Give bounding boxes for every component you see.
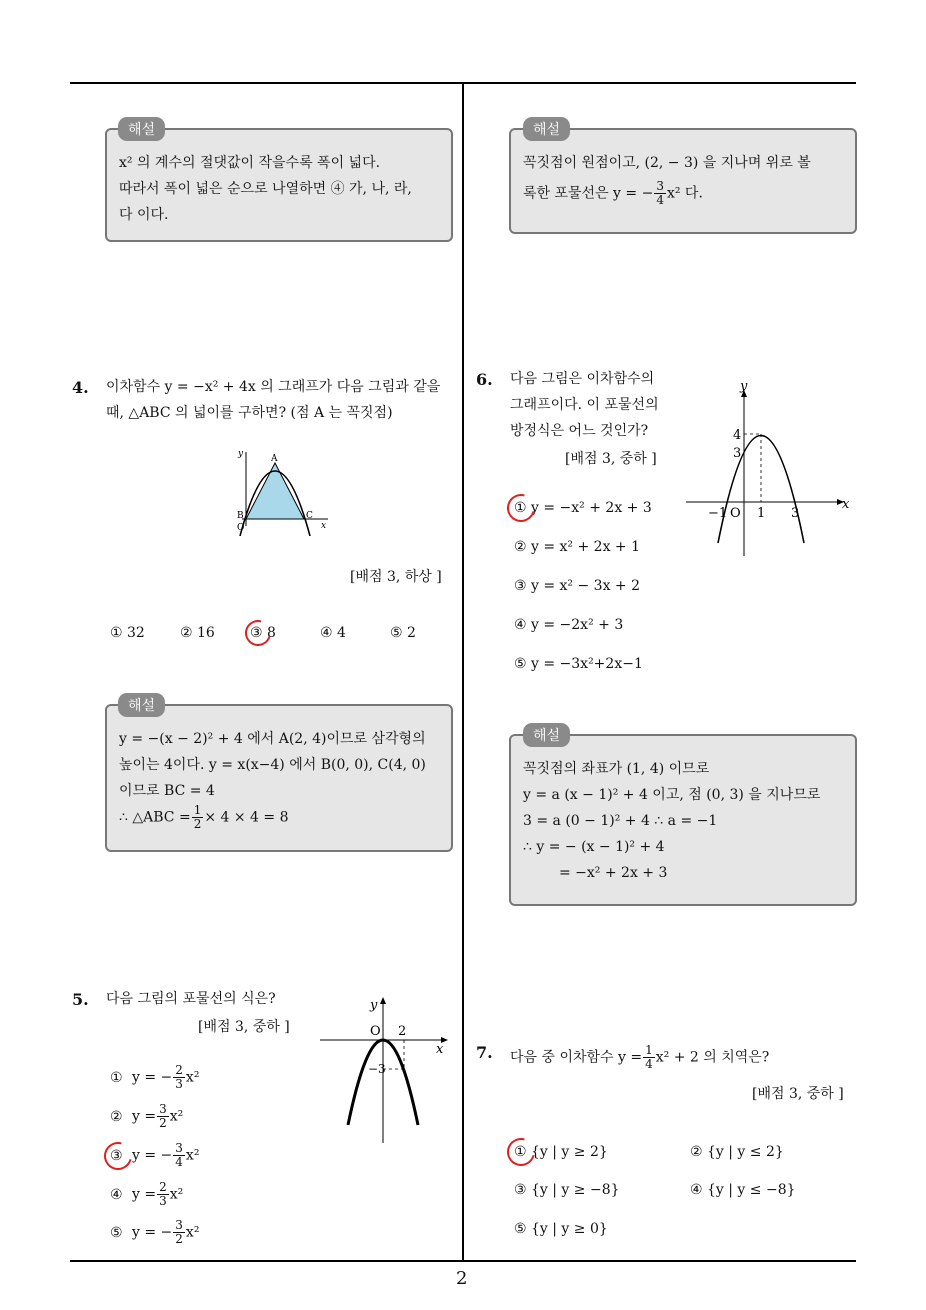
solution-line: 높이는 4이다. y = x(x−4) 에서 B(0, 0), C(4, 0) [119, 757, 426, 773]
fraction-denominator: 3 [159, 1194, 167, 1208]
fraction [157, 1181, 169, 1208]
solution-box-q5 [509, 128, 857, 234]
question-text: 다음 그림의 포물선의 식은? [106, 991, 276, 1007]
fraction [173, 1142, 185, 1169]
solution-text [119, 150, 441, 228]
solution-tag: 해설 [118, 693, 165, 717]
solution-text [523, 150, 845, 207]
tick-label-3: 3 [733, 446, 742, 461]
question-number: 7. [476, 1043, 493, 1062]
solution-line: 꼭짓점의 좌표가 (1, 4) 이므로 [523, 761, 710, 777]
question-number: 5. [72, 990, 89, 1009]
solution-line: = −x² + 2x + 3 [559, 865, 668, 881]
question-line: 방정식은 어느 것인가? [510, 423, 649, 439]
option-text: x² [169, 1186, 184, 1203]
option-5[interactable]: ⑤ 2 [390, 625, 416, 641]
origin-label: O [370, 1024, 381, 1039]
point-label-a: A [271, 454, 278, 464]
answer-mark [502, 1133, 540, 1171]
fraction-numerator: 1 [193, 803, 202, 817]
question-points: [배점 3, 하상 ] [350, 569, 442, 585]
text-segment: x² + 2 의 치역은? [655, 1049, 770, 1066]
question-line: 때, △ABC 의 넓이를 구하면? (점 A 는 꼭짓점) [106, 405, 393, 421]
option-1[interactable]: ① y = −x² + 2x + 3 [514, 500, 652, 516]
point-label-b: B [237, 511, 244, 521]
tick-label-2: 2 [398, 1024, 407, 1039]
option-number: ⑤ [110, 1224, 123, 1241]
fraction-denominator: 4 [645, 1057, 653, 1071]
tick-label-4: 4 [733, 428, 742, 443]
fraction [173, 1219, 185, 1246]
question-number: 6. [476, 370, 493, 389]
answer-mark [502, 489, 540, 527]
option-4[interactable]: ④ {y | y ≤ −8} [690, 1182, 796, 1198]
option-3[interactable]: ③ {y | y ≥ −8} [514, 1182, 620, 1198]
solution-tag: 해설 [118, 117, 165, 141]
solution-text [523, 756, 845, 886]
solution-tag: 해설 [523, 723, 570, 747]
option-text: x² [169, 1108, 184, 1125]
solution-line: 다 이다. [119, 207, 169, 223]
option-3[interactable]: ③ 8 [250, 625, 276, 641]
question-line: 그래프이다. 이 포물선의 [510, 397, 659, 413]
option-number: ③ [110, 1147, 123, 1164]
tick-label-neg1: −1 [708, 506, 728, 521]
question-line: 이차함수 y = −x² + 4x 의 그래프가 다음 그림과 같을 [106, 379, 441, 395]
fraction-numerator: 3 [656, 179, 664, 193]
column-divider [462, 82, 464, 1262]
axis-label-x: x [436, 1042, 444, 1057]
option-text: y = − [132, 1224, 173, 1241]
solution-box-q4 [105, 704, 453, 852]
question-points: [배점 3, 중하 ] [198, 1019, 290, 1035]
question-points: [배점 3, 중하 ] [565, 451, 657, 467]
text-segment: × 4 × 4 = 8 [204, 809, 289, 826]
question-line: 다음 그림은 이차함수의 [510, 371, 655, 387]
question-text [106, 374, 440, 426]
fraction [192, 804, 204, 831]
page-number: 2 [456, 1268, 468, 1289]
fraction-numerator: 2 [175, 1063, 183, 1077]
option-1[interactable] [110, 1064, 199, 1091]
y-axis-arrow [380, 997, 386, 1004]
option-2[interactable]: ② y = x² + 2x + 1 [514, 539, 641, 555]
fraction-denominator: 2 [193, 817, 202, 831]
option-number: ④ [110, 1186, 123, 1203]
option-5[interactable] [110, 1219, 199, 1246]
tick-label-neg3: −3 [368, 1062, 386, 1076]
fraction-numerator: 3 [175, 1218, 183, 1232]
option-2[interactable] [110, 1103, 183, 1130]
solution-line: 꼭짓점이 원점이고, (2, − 3) 을 지나며 위로 볼 [523, 155, 811, 171]
fraction-numerator: 3 [159, 1102, 167, 1116]
fraction-denominator: 4 [175, 1155, 183, 1169]
solution-box-q6 [509, 734, 857, 906]
option-5[interactable]: ⑤ {y | y ≥ 0} [514, 1221, 608, 1237]
option-text: y = − [132, 1069, 173, 1086]
solution-line: 3 = a (0 − 1)² + 4 ∴ a = −1 [523, 813, 718, 829]
option-text: x² [185, 1224, 200, 1241]
solution-line: 따라서 폭이 넓은 순으로 나열하면 ④ 가, 나, 라, [119, 181, 412, 197]
bottom-rule [70, 1260, 856, 1262]
question-points: [배점 3, 중하 ] [752, 1086, 844, 1102]
fraction-denominator: 2 [175, 1232, 183, 1246]
axis-label-y: y [740, 379, 748, 394]
text-segment: x² 다. [666, 185, 703, 202]
tick-label-3x: 3 [791, 506, 800, 521]
fraction-denominator: 3 [175, 1077, 183, 1091]
option-1[interactable]: ① 32 [110, 625, 145, 641]
fraction [157, 1103, 169, 1130]
question-text [510, 366, 659, 444]
solution-tag: 해설 [523, 117, 570, 141]
question-number: 4. [72, 378, 89, 397]
option-4[interactable]: ④ 4 [320, 625, 346, 641]
option-4[interactable] [110, 1181, 183, 1208]
solution-line: ∴ y = − (x − 1)² + 4 [523, 839, 665, 855]
option-text: y = [132, 1186, 157, 1203]
q4-graph [228, 446, 338, 536]
solution-line: y = −(x − 2)² + 4 에서 A(2, 4)이므로 삼각형의 [119, 731, 426, 747]
text-segment: 록한 포물선은 y = − [523, 185, 654, 202]
question-text [510, 1044, 769, 1071]
solution-line: x² 의 계수의 절댓값이 작을수록 폭이 넓다. [119, 155, 381, 171]
fraction-denominator: 4 [656, 193, 664, 207]
option-2[interactable]: ② 16 [180, 625, 215, 641]
solution-line: y = a (x − 1)² + 4 이고, 점 (0, 3) 을 지나므로 [523, 787, 821, 803]
option-text: y = − [132, 1147, 173, 1164]
axis-label-y: y [238, 449, 244, 459]
fraction [173, 1064, 185, 1091]
solution-line [523, 180, 845, 207]
origin-label: O [237, 523, 245, 533]
solution-text [119, 726, 441, 831]
fraction-numerator: 3 [175, 1141, 183, 1155]
option-text: x² [185, 1147, 200, 1164]
option-text: x² [185, 1069, 200, 1086]
text-segment: ∴ △ABC = [119, 809, 191, 826]
fraction-denominator: 2 [159, 1116, 167, 1130]
tick-label-1: 1 [757, 506, 766, 521]
option-text: y = [132, 1108, 157, 1125]
option-3[interactable]: ③ y = x² − 3x + 2 [514, 578, 641, 594]
axis-label-x: x [321, 521, 327, 531]
origin-label: O [730, 506, 741, 521]
solution-line: 이므로 BC = 4 [119, 783, 215, 799]
solution-box-q3 [105, 128, 453, 242]
fraction-numerator: 2 [159, 1180, 167, 1194]
axis-label-y: y [370, 998, 378, 1013]
option-1[interactable]: ① {y | y ≥ 2} [514, 1144, 608, 1160]
option-number: ② [110, 1108, 123, 1125]
text-segment: 다음 중 이차함수 y = [510, 1049, 643, 1066]
q6-graph [684, 378, 854, 558]
option-5[interactable]: ⑤ y = −3x²+2x−1 [514, 656, 643, 672]
fraction [643, 1044, 655, 1071]
point-label-c: C [306, 511, 313, 521]
solution-line [119, 804, 441, 831]
option-number: ① [110, 1069, 123, 1086]
option-2[interactable]: ② {y | y ≤ 2} [690, 1144, 784, 1160]
fraction-numerator: 1 [645, 1043, 653, 1057]
q5-graph [318, 995, 450, 1145]
fraction [654, 180, 666, 207]
answer-mark [240, 615, 276, 651]
axis-label-x: x [842, 497, 850, 512]
option-4[interactable]: ④ y = −2x² + 3 [514, 617, 624, 633]
